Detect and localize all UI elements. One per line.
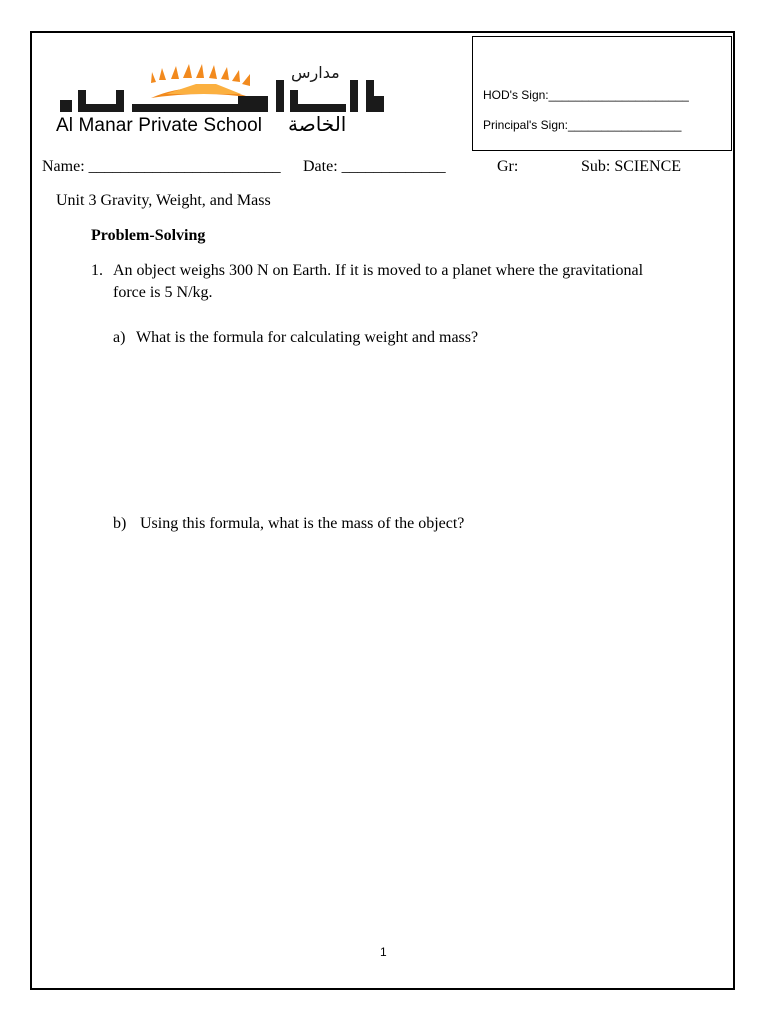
part-b-text: Using this formula, what is the mass of the object?	[140, 515, 465, 532]
arabic-subtitle: الخاصة	[288, 112, 347, 136]
part-b-label: b)	[113, 515, 127, 532]
part-a-answer-area[interactable]	[113, 352, 713, 502]
part-b-answer-area[interactable]	[113, 540, 713, 920]
question-1-line2: force is 5 N/kg.	[113, 284, 213, 301]
school-name: Al Manar Private School	[56, 115, 263, 136]
part-a-label: a)	[113, 329, 126, 346]
sunburst-logo-icon	[56, 60, 401, 120]
part-a-text: What is the formula for calculating weight and mass?	[136, 329, 479, 346]
question-1-line1: An object weighs 300 N on Earth. If it is moved to a planet where the gravitational	[113, 262, 644, 279]
section-title: Problem-Solving	[91, 227, 206, 244]
date-field[interactable]: Date: _____________	[303, 158, 446, 175]
name-field[interactable]: Name: ________________________	[42, 158, 281, 175]
signature-box	[472, 36, 732, 151]
page-number: 1	[380, 945, 387, 959]
unit-title: Unit 3 Gravity, Weight, and Mass	[56, 192, 271, 209]
grade-field[interactable]: Gr:	[497, 158, 519, 175]
subject-label: Sub: SCIENCE	[581, 158, 682, 175]
arabic-top-text: مدارس	[291, 63, 340, 82]
principal-sign-field[interactable]: Principal's Sign:_________________	[483, 118, 682, 132]
school-logo	[56, 60, 401, 142]
hod-sign-field[interactable]: HOD's Sign:_____________________	[483, 88, 689, 102]
question-1-number: 1.	[91, 262, 103, 279]
